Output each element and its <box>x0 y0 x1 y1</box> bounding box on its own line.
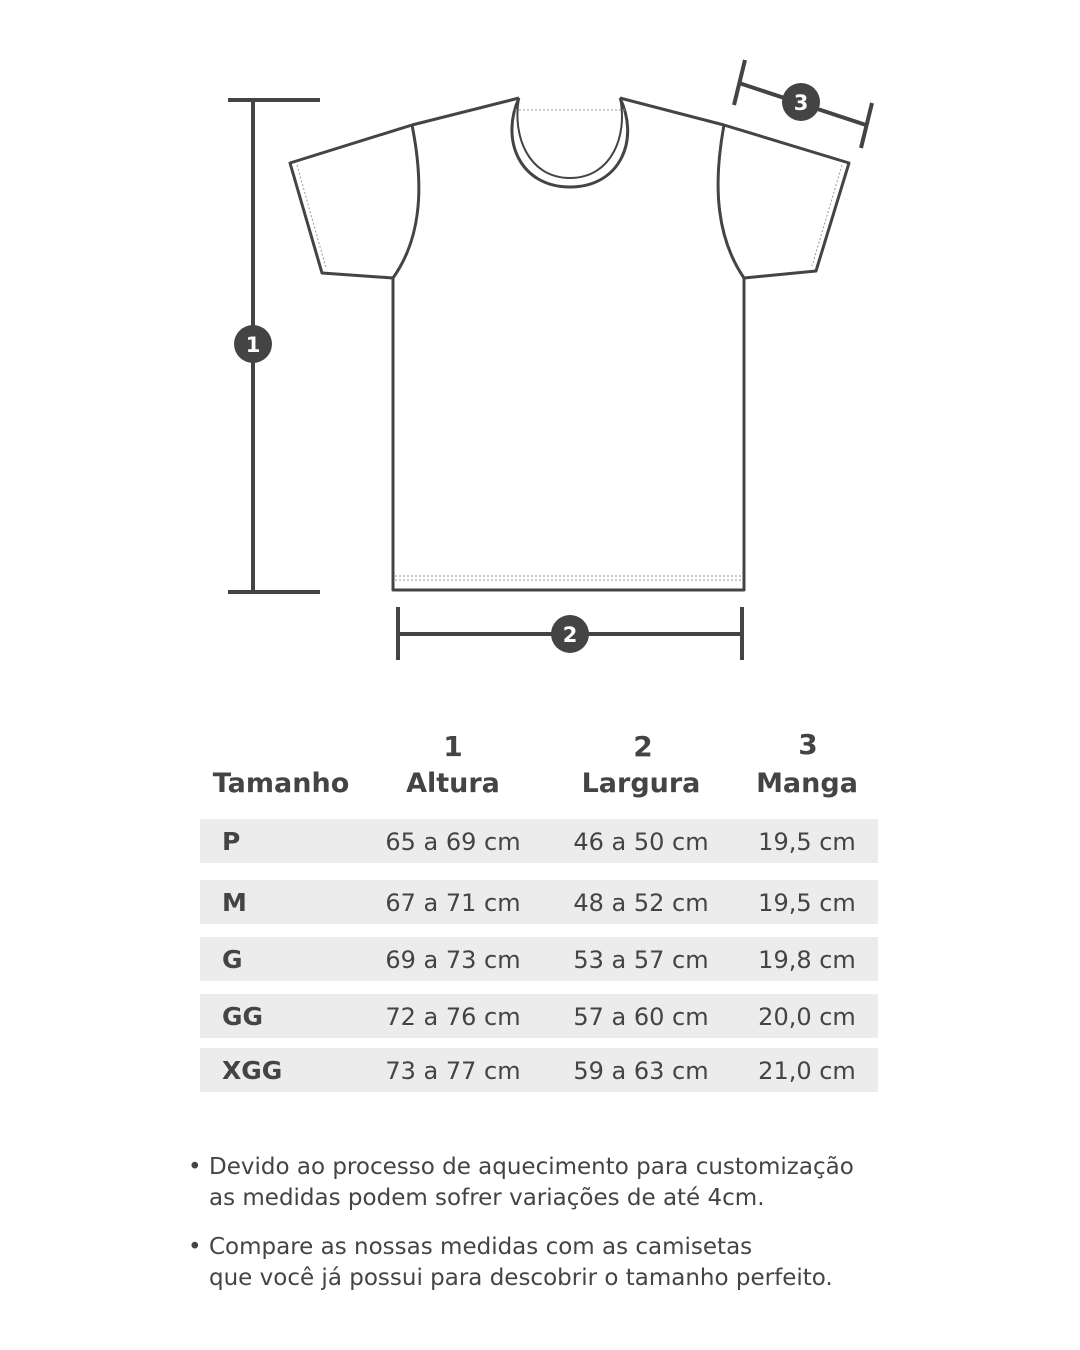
tshirt-outline <box>290 98 849 590</box>
size-label: XGG <box>222 1056 283 1085</box>
largura-value: 59 a 63 cm <box>573 1057 709 1085</box>
altura-value: 67 a 71 cm <box>385 889 521 917</box>
size-label: GG <box>222 1002 264 1031</box>
header-tamanho: Tamanho <box>212 768 350 799</box>
largura-value: 53 a 57 cm <box>573 946 709 974</box>
bullet-icon: • <box>188 1234 202 1260</box>
header-largura: Largura <box>581 768 701 799</box>
header-altura: Altura <box>406 768 500 799</box>
marker-3 <box>782 83 820 121</box>
note-item <box>188 1232 908 1294</box>
marker-2 <box>551 615 589 653</box>
column-number-1: 1 <box>443 730 463 763</box>
manga-value: 19,5 cm <box>758 828 856 856</box>
note-line: Devido ao processo de aquecimento para customização <box>209 1154 854 1180</box>
table-row <box>200 1048 878 1092</box>
altura-value: 65 a 69 cm <box>385 828 521 856</box>
table-row <box>200 994 878 1038</box>
manga-value: 21,0 cm <box>758 1057 856 1085</box>
bullet-icon: • <box>188 1154 202 1180</box>
header-manga: Manga <box>756 768 858 799</box>
size-label: M <box>222 888 247 917</box>
marker-1 <box>234 325 272 363</box>
svg-text:2: 2 <box>562 623 578 647</box>
note-line: Compare as nossas medidas com as camisetas <box>209 1234 753 1260</box>
largura-value: 46 a 50 cm <box>573 828 709 856</box>
note-line: que você já possui para descobrir o tamanho perfeito. <box>209 1265 833 1291</box>
note-line: as medidas podem sofrer variações de até 4cm. <box>209 1185 765 1211</box>
size-label: P <box>222 827 241 856</box>
svg-text:3: 3 <box>793 91 809 115</box>
manga-value: 20,0 cm <box>758 1003 856 1031</box>
manga-value: 19,8 cm <box>758 946 856 974</box>
manga-value: 19,5 cm <box>758 889 856 917</box>
table-row <box>200 937 878 981</box>
table-row <box>200 819 878 863</box>
column-number-3: 3 <box>798 728 818 761</box>
svg-text:1: 1 <box>245 333 261 357</box>
largura-value: 48 a 52 cm <box>573 889 709 917</box>
altura-value: 72 a 76 cm <box>385 1003 521 1031</box>
table-row <box>200 880 878 924</box>
size-label: G <box>222 945 243 974</box>
altura-value: 69 a 73 cm <box>385 946 521 974</box>
note-item <box>188 1152 908 1214</box>
altura-value: 73 a 77 cm <box>385 1057 521 1085</box>
column-number-2: 2 <box>633 730 653 763</box>
largura-value: 57 a 60 cm <box>573 1003 709 1031</box>
